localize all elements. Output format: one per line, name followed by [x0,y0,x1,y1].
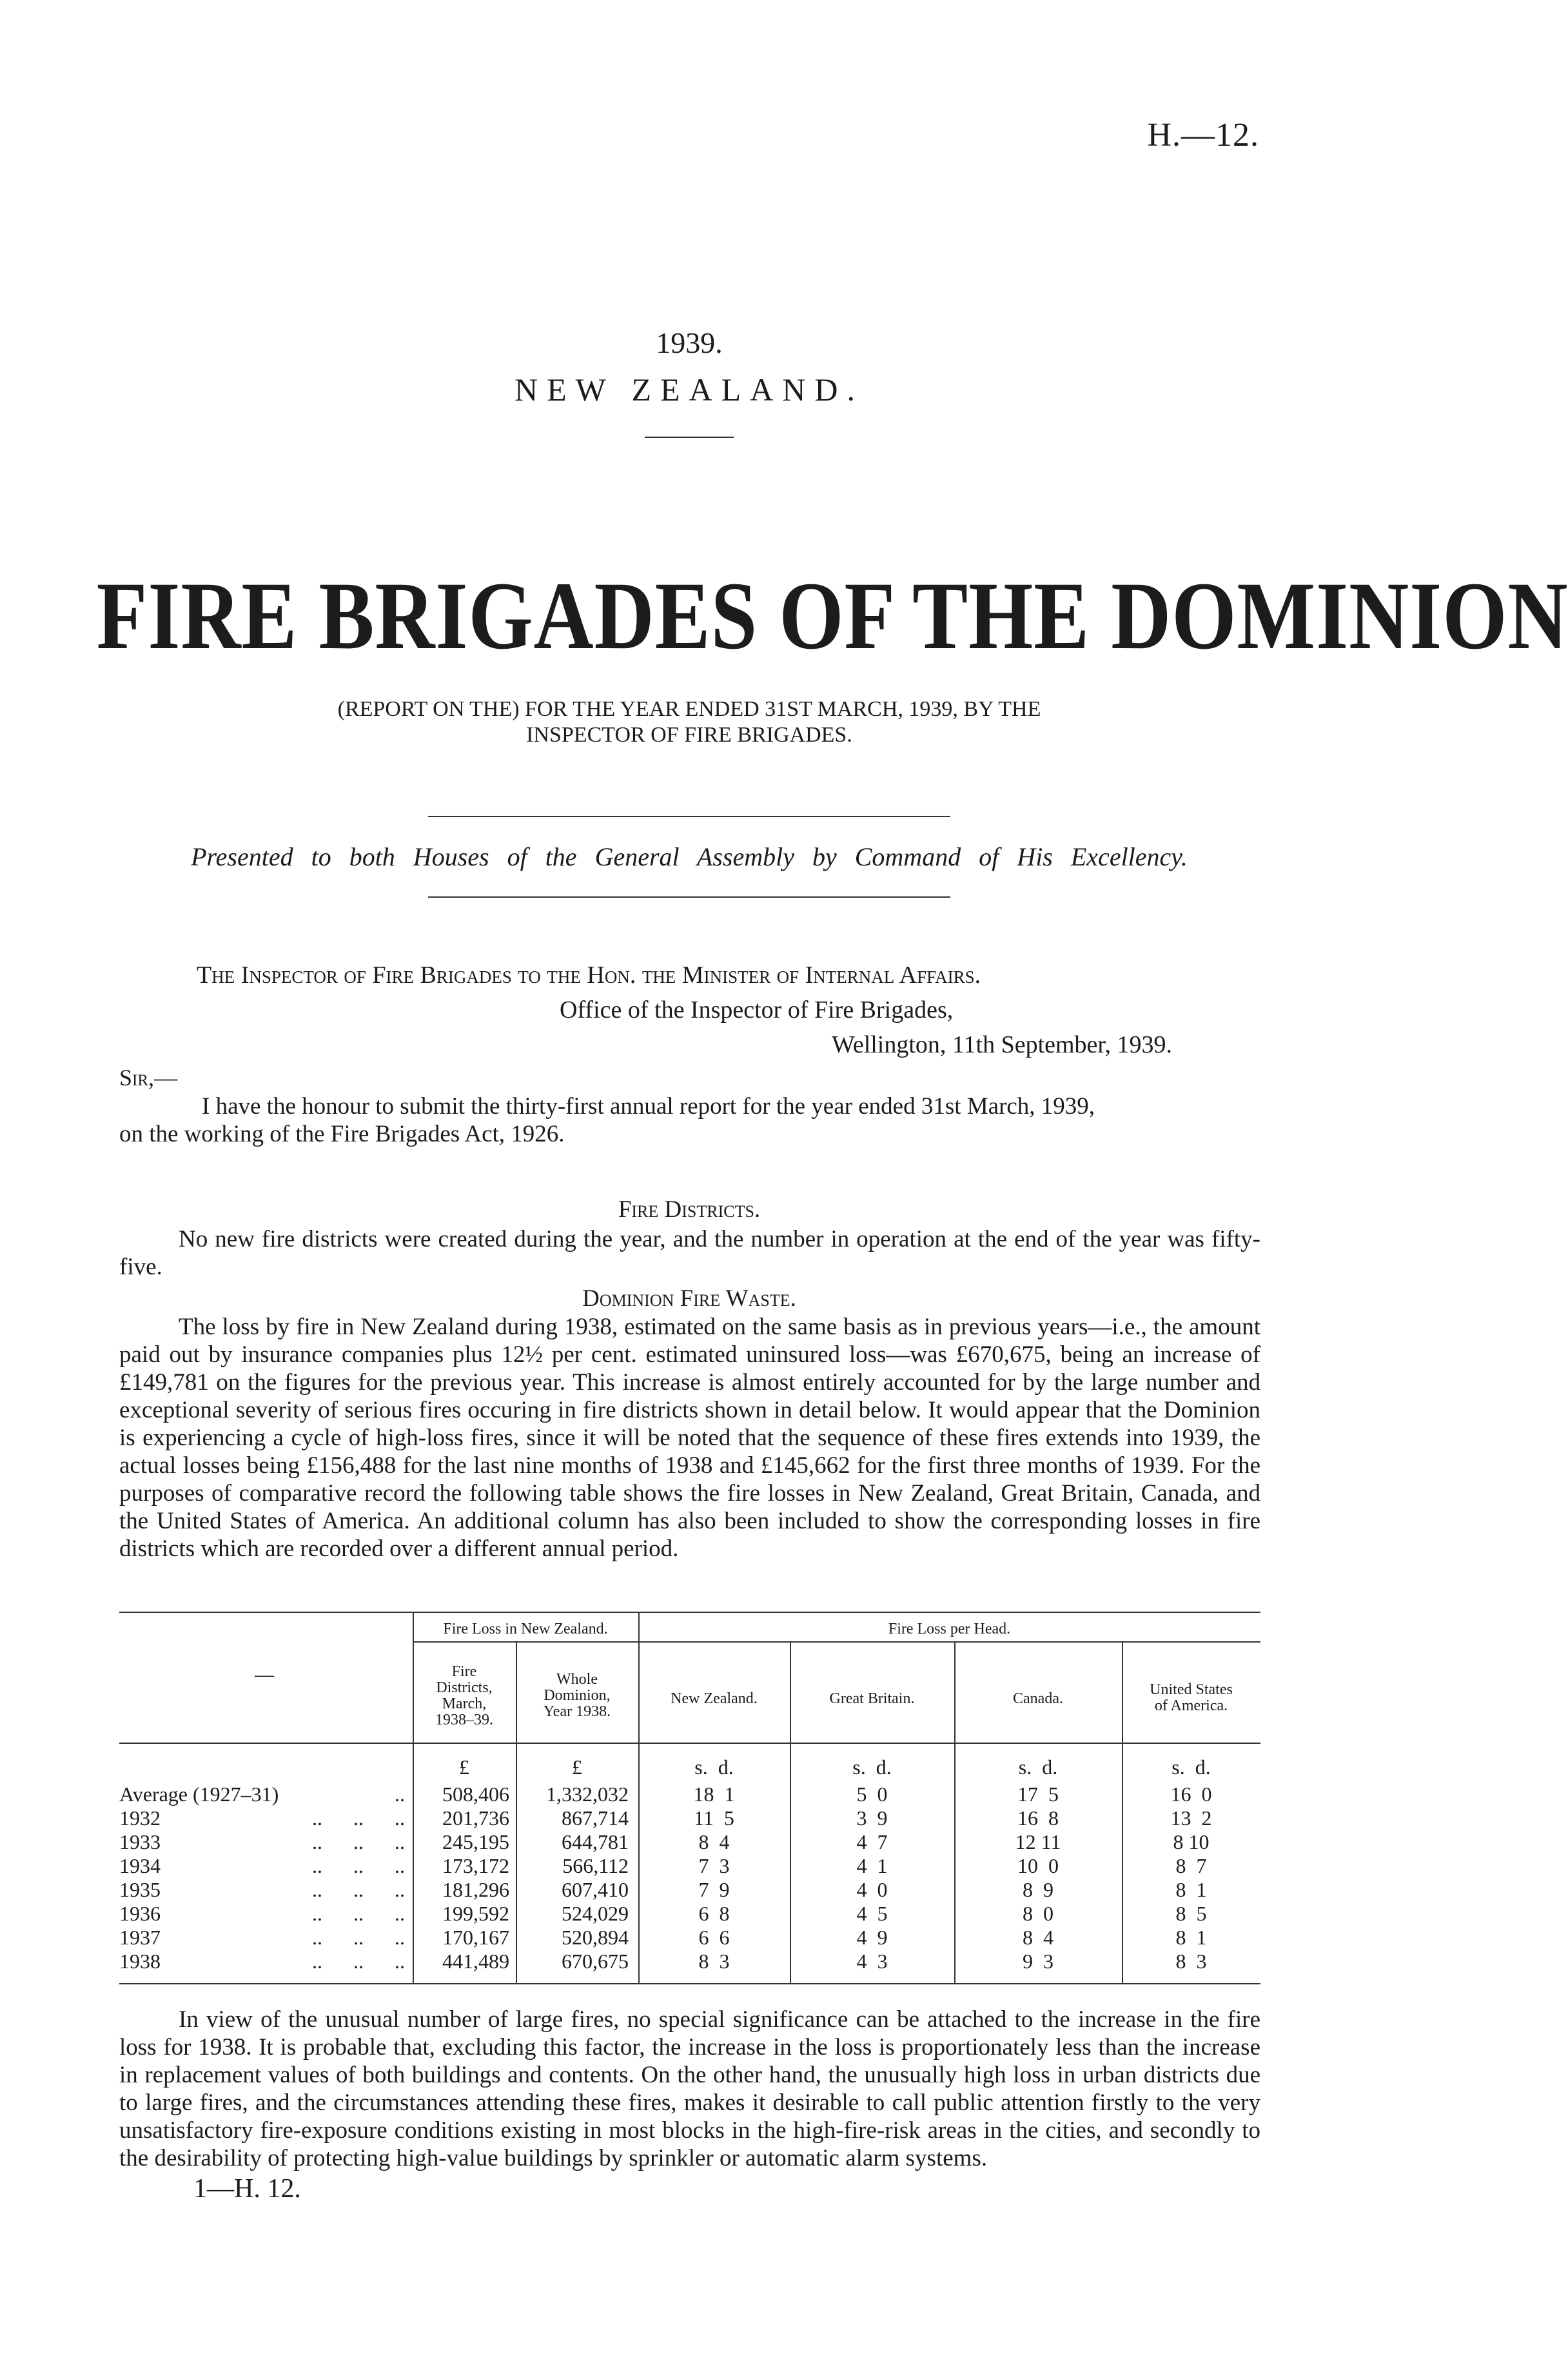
intro-rest: on the working of the Fire Brigades Act, 1926. [119,1121,565,1147]
row-label: 1936 [119,1902,161,1925]
cell-nz: 7 3 [698,1854,730,1877]
cell-ca: 8 4 [1023,1926,1054,1949]
row-leader-dots: .. .. .. [312,1950,405,1973]
cell-wd: 644,781 [562,1830,629,1853]
cell-wd: 670,675 [562,1950,629,1973]
table-top-rule [119,1612,1260,1613]
addressee-line: The Inspector of Fire Brigades to the Hon. the Minister of Internal Affairs. [197,962,981,989]
cell-nz: 8 3 [698,1950,730,1973]
cell-gb: 3 9 [856,1806,888,1830]
row-leader-dots: .. .. .. [312,1902,405,1925]
cell-wd: 1,332,032 [546,1783,629,1806]
section-heading-fire-waste: Dominion Fire Waste. [582,1285,796,1312]
cell-ca: 12 11 [1015,1830,1061,1853]
unit-gb: s. d. [852,1755,892,1779]
section-heading-fire-districts: Fire Districts. [618,1196,761,1223]
cell-us: 16 0 [1170,1783,1212,1806]
cell-ca: 9 3 [1023,1950,1054,1973]
intro-first-line: I have the honour to submit the thirty-first annual report for the year ended 31st March, 1939, [202,1093,1095,1120]
col-fire-districts-l3: March, [442,1695,487,1712]
cell-nz: 18 1 [693,1783,735,1806]
row-label: 1934 [119,1854,161,1877]
table-head-rule [119,1743,1260,1744]
unit-wd: £ [572,1755,582,1779]
cell-gb: 5 0 [856,1783,888,1806]
cell-gb: 4 9 [856,1926,888,1949]
cell-fd: 508,406 [442,1783,509,1806]
row-label: 1938 [119,1950,161,1973]
cell-gb: 4 7 [856,1830,888,1853]
cell-nz: 11 5 [694,1806,734,1830]
col-canada: Canada. [1013,1690,1063,1707]
row-leader-dots: .. .. .. [312,1806,405,1830]
cell-fd: 199,592 [442,1902,509,1925]
cell-wd: 566,112 [562,1854,629,1877]
stub-dash: — [255,1664,274,1685]
table-bottom-rule [119,1983,1260,1984]
unit-us: s. d. [1171,1755,1211,1779]
cell-nz: 8 4 [698,1830,730,1853]
fire-waste-paragraph: The loss by fire in New Zealand during 1938, estimated on the same basis as in previous years—i.e., the amount paid out by insurance companies plus 12½ per cent. estimated uninsured loss—was £670,675, being an increase of £149,781 on the figures for the previous year. This increase is almost entirely accounted for by the large number and exceptional severity of serious fires occuring in fire districts shown in detail below. It would appear that the Dominion is experiencing a cycle of high-loss fires, since it will be noted that the sequence of these fires extends into 1939, the actual losses being £156,488 for the last nine months of 1938 and £145,662 for the first three months of 1939. For the purposes of comparative record the following table shows the fire losses in New Zealand, Great Britain, Canada, and the United States of America. An additional column has also been included to show the corresponding losses in fire districts which are recorded over a different annual period. [119,1314,1260,1562]
col-whole-dominion-l1: Whole [556,1671,598,1688]
presented-line: Presented to both Houses of the General Assembly by Command of His Excellency. [191,842,1188,871]
cell-us: 8 1 [1175,1926,1207,1949]
document-reference: H.—12. [1147,117,1259,153]
group-header-nz: Fire Loss in New Zealand. [443,1621,608,1637]
cell-fd: 181,296 [442,1878,509,1901]
row-leader-dots: .. [395,1783,405,1806]
col-fire-districts-l1: Fire [451,1663,477,1680]
row-leader-dots: .. .. .. [312,1854,405,1877]
cell-us: 8 5 [1175,1902,1207,1925]
col-whole-dominion-l3: Year 1938. [543,1703,611,1720]
divider [645,437,734,438]
cell-fd: 170,167 [442,1926,509,1949]
row-label: 1933 [119,1830,161,1853]
row-leader-dots: .. .. .. [312,1830,405,1853]
cell-gb: 4 3 [856,1950,888,1973]
cell-us: 8 1 [1175,1878,1207,1901]
col-fire-districts-l2: Districts, [436,1679,493,1696]
cell-gb: 4 1 [856,1854,888,1877]
col-fire-districts-l4: 1938–39. [435,1712,493,1728]
cell-gb: 4 5 [856,1902,888,1925]
row-label: Average (1927–31) [119,1783,279,1806]
row-label: 1937 [119,1926,161,1949]
row-label: 1932 [119,1806,161,1830]
cell-us: 13 2 [1170,1806,1212,1830]
col-usa-l1: United States [1150,1681,1233,1698]
salutation: Sir,— [119,1065,178,1091]
cell-fd: 441,489 [442,1950,509,1973]
cell-fd: 173,172 [442,1854,509,1877]
subtitle-line-2: INSPECTOR OF FIRE BRIGADES. [526,723,852,747]
subtitle-line-1: (REPORT ON THE) FOR THE YEAR ENDED 31ST MARCH, 1939, BY THE [337,697,1041,721]
cell-ca: 16 8 [1017,1806,1059,1830]
col-whole-dominion [516,1672,638,1720]
cell-nz: 7 9 [698,1878,730,1901]
cell-wd: 867,714 [562,1806,629,1830]
col-usa [1122,1682,1260,1714]
cell-ca: 10 0 [1017,1854,1059,1877]
unit-nz: s. d. [694,1755,734,1779]
col-usa-l2: of America. [1154,1697,1228,1714]
col-new-zealand: New Zealand. [671,1690,758,1707]
cell-wd: 607,410 [562,1878,629,1901]
col-great-britain: Great Britain. [829,1690,915,1707]
group-header-per-head: Fire Loss per Head. [888,1621,1011,1637]
cell-nz: 6 8 [698,1902,730,1925]
office-line: Office of the Inspector of Fire Brigades, [560,996,954,1023]
cell-wd: 524,029 [562,1902,629,1925]
divider [428,896,950,898]
cell-nz: 6 6 [698,1926,730,1949]
page-footer: 1—H. 12. [193,2174,301,2204]
cell-fd: 245,195 [442,1830,509,1853]
col-fire-districts [413,1664,516,1728]
col-whole-dominion-l2: Dominion, [544,1687,611,1704]
cell-us: 8 3 [1175,1950,1207,1973]
cell-us: 8 10 [1173,1830,1210,1853]
row-label: 1935 [119,1878,161,1901]
row-leader-dots: .. .. .. [312,1878,405,1901]
table-group-rule [413,1641,1260,1643]
page-title: FIRE BRIGADES OF THE DOMINION [96,562,1568,669]
row-leader-dots: .. .. .. [312,1926,405,1949]
place-date-line: Wellington, 11th September, 1939. [832,1031,1173,1058]
divider [428,816,950,817]
subtitle [0,696,1378,748]
intro-paragraph [119,1092,1260,1148]
cell-ca: 17 5 [1017,1783,1059,1806]
country-heading: NEW ZEALAND. [514,371,864,408]
cell-us: 8 7 [1175,1854,1207,1877]
cell-fd: 201,736 [442,1806,509,1830]
unit-ca: s. d. [1018,1755,1058,1779]
cell-ca: 8 0 [1023,1902,1054,1925]
closing-paragraph: In view of the unusual number of large fires, no special significance can be attached to the increase in the fire loss for 1938. It is probable that, excluding this factor, the increase in the loss is proportionately less than the increase in replacement values of both buildings and contents. On the other hand, the unusually high loss in urban districts due to large fires, and the circumstances attending these fires, makes it desirable to call public attention firstly to the very unsatisfactory fire-exposure conditions existing in most blocks in the high-fire-risk areas in the cities, and secondly to the desirability of protecting high-value buildings by sprinkler or automatic alarm systems. [119,2006,1260,2171]
cell-gb: 4 0 [856,1878,888,1901]
cell-wd: 520,894 [562,1926,629,1949]
cell-ca: 8 9 [1023,1878,1054,1901]
unit-fd: £ [459,1755,469,1779]
fire-districts-paragraph: No new fire districts were created during the year, and the number in operation at the end of the year was fifty-five. [119,1226,1260,1280]
publication-year: 1939. [656,326,723,359]
